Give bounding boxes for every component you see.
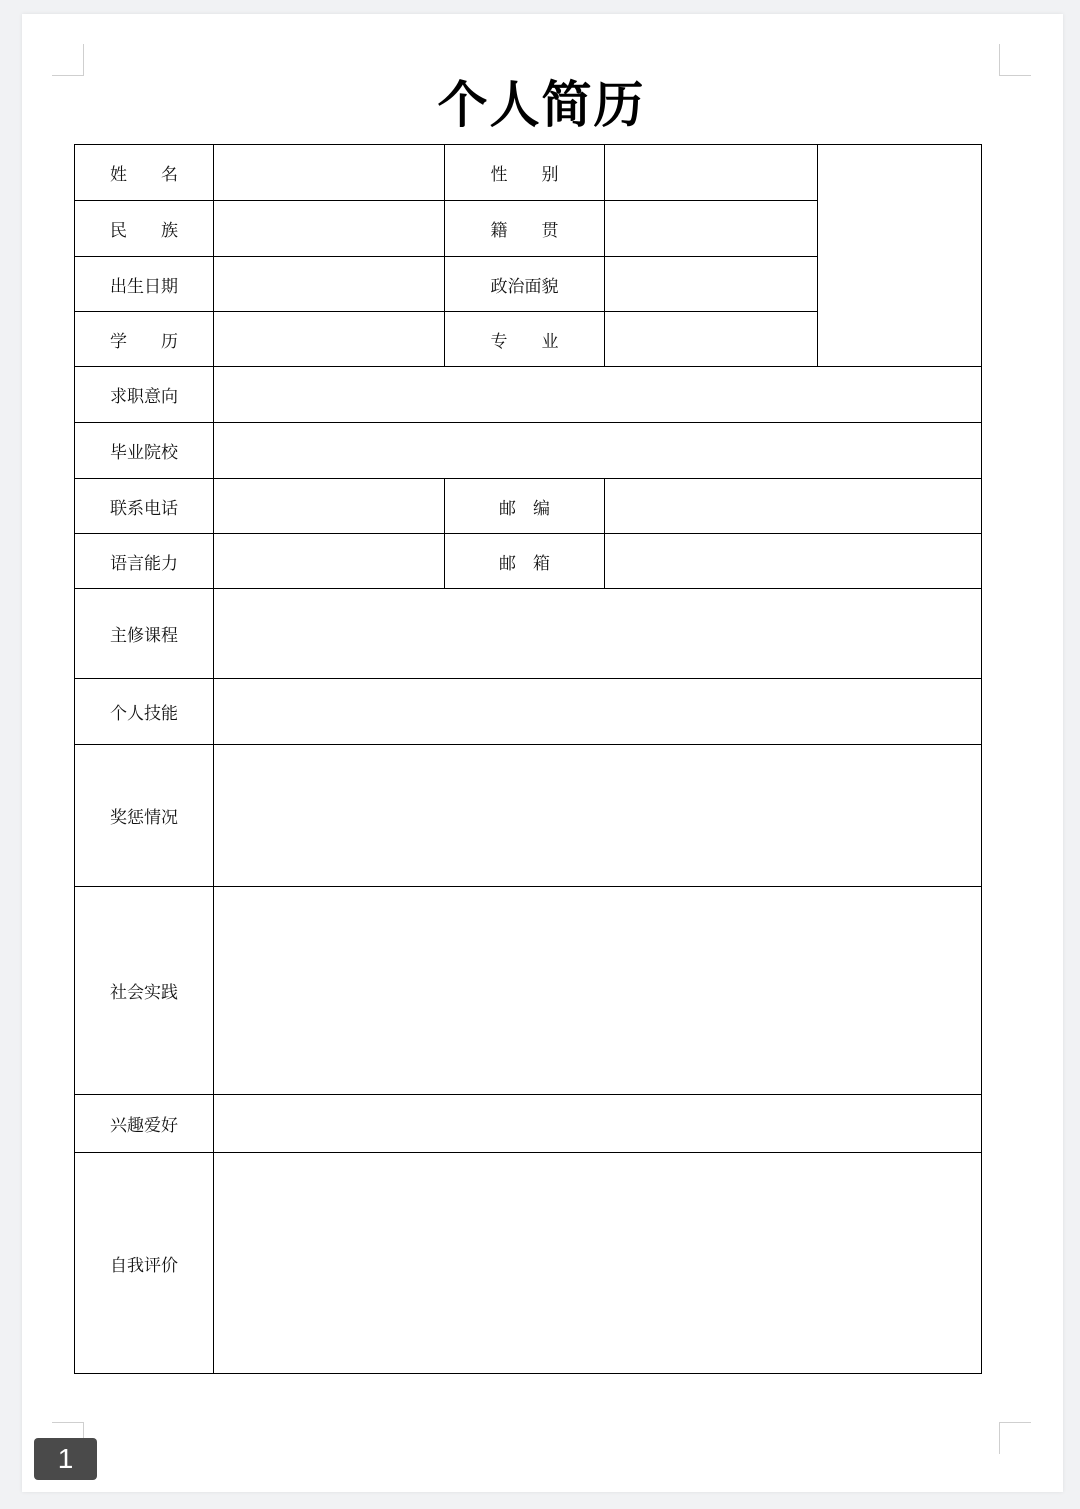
label-birth-date: 出生日期: [75, 257, 214, 312]
value-awards[interactable]: [214, 745, 982, 887]
label-social-practice: 社会实践: [75, 887, 214, 1095]
value-phone[interactable]: [214, 479, 445, 534]
label-phone: 联系电话: [75, 479, 214, 534]
value-gender[interactable]: [605, 145, 818, 201]
value-job-intention[interactable]: [214, 367, 982, 423]
label-email: 邮 箱: [445, 534, 605, 589]
resume-table: [74, 144, 982, 1374]
label-self-evaluation: 自我评价: [75, 1153, 214, 1374]
label-language-ability: 语言能力: [75, 534, 214, 589]
value-postal-code[interactable]: [605, 479, 982, 534]
label-native-place: 籍 贯: [445, 201, 605, 257]
value-hobbies[interactable]: [214, 1095, 982, 1153]
value-ethnicity[interactable]: [214, 201, 445, 257]
value-personal-skills[interactable]: [214, 679, 982, 745]
label-gender: 性 别: [445, 145, 605, 201]
margin-mark-top-right: [999, 44, 1031, 76]
value-education[interactable]: [214, 312, 445, 367]
photo-box[interactable]: [818, 145, 982, 367]
page-number-badge[interactable]: 1: [34, 1438, 97, 1480]
margin-mark-top-left: [52, 44, 84, 76]
page-title: 个人简历: [437, 76, 646, 134]
label-hobbies: 兴趣爱好: [75, 1095, 214, 1153]
value-native-place[interactable]: [605, 201, 818, 257]
label-name: 姓 名: [75, 145, 214, 201]
value-email[interactable]: [605, 534, 982, 589]
label-political-status: 政治面貌: [445, 257, 605, 312]
value-name[interactable]: [214, 145, 445, 201]
label-main-courses: 主修课程: [75, 589, 214, 679]
label-personal-skills: 个人技能: [75, 679, 214, 745]
value-main-courses[interactable]: [214, 589, 982, 679]
label-postal-code: 邮 编: [445, 479, 605, 534]
value-birth-date[interactable]: [214, 257, 445, 312]
value-graduate-school[interactable]: [214, 423, 982, 479]
value-major[interactable]: [605, 312, 818, 367]
label-job-intention: 求职意向: [75, 367, 214, 423]
value-self-evaluation[interactable]: [214, 1153, 982, 1374]
label-awards: 奖惩情况: [75, 745, 214, 887]
label-graduate-school: 毕业院校: [75, 423, 214, 479]
label-education: 学 历: [75, 312, 214, 367]
margin-mark-bottom-right: [999, 1422, 1031, 1454]
value-political-status[interactable]: [605, 257, 818, 312]
value-language-ability[interactable]: [214, 534, 445, 589]
label-ethnicity: 民 族: [75, 201, 214, 257]
label-major: 专 业: [445, 312, 605, 367]
value-social-practice[interactable]: [214, 887, 982, 1095]
